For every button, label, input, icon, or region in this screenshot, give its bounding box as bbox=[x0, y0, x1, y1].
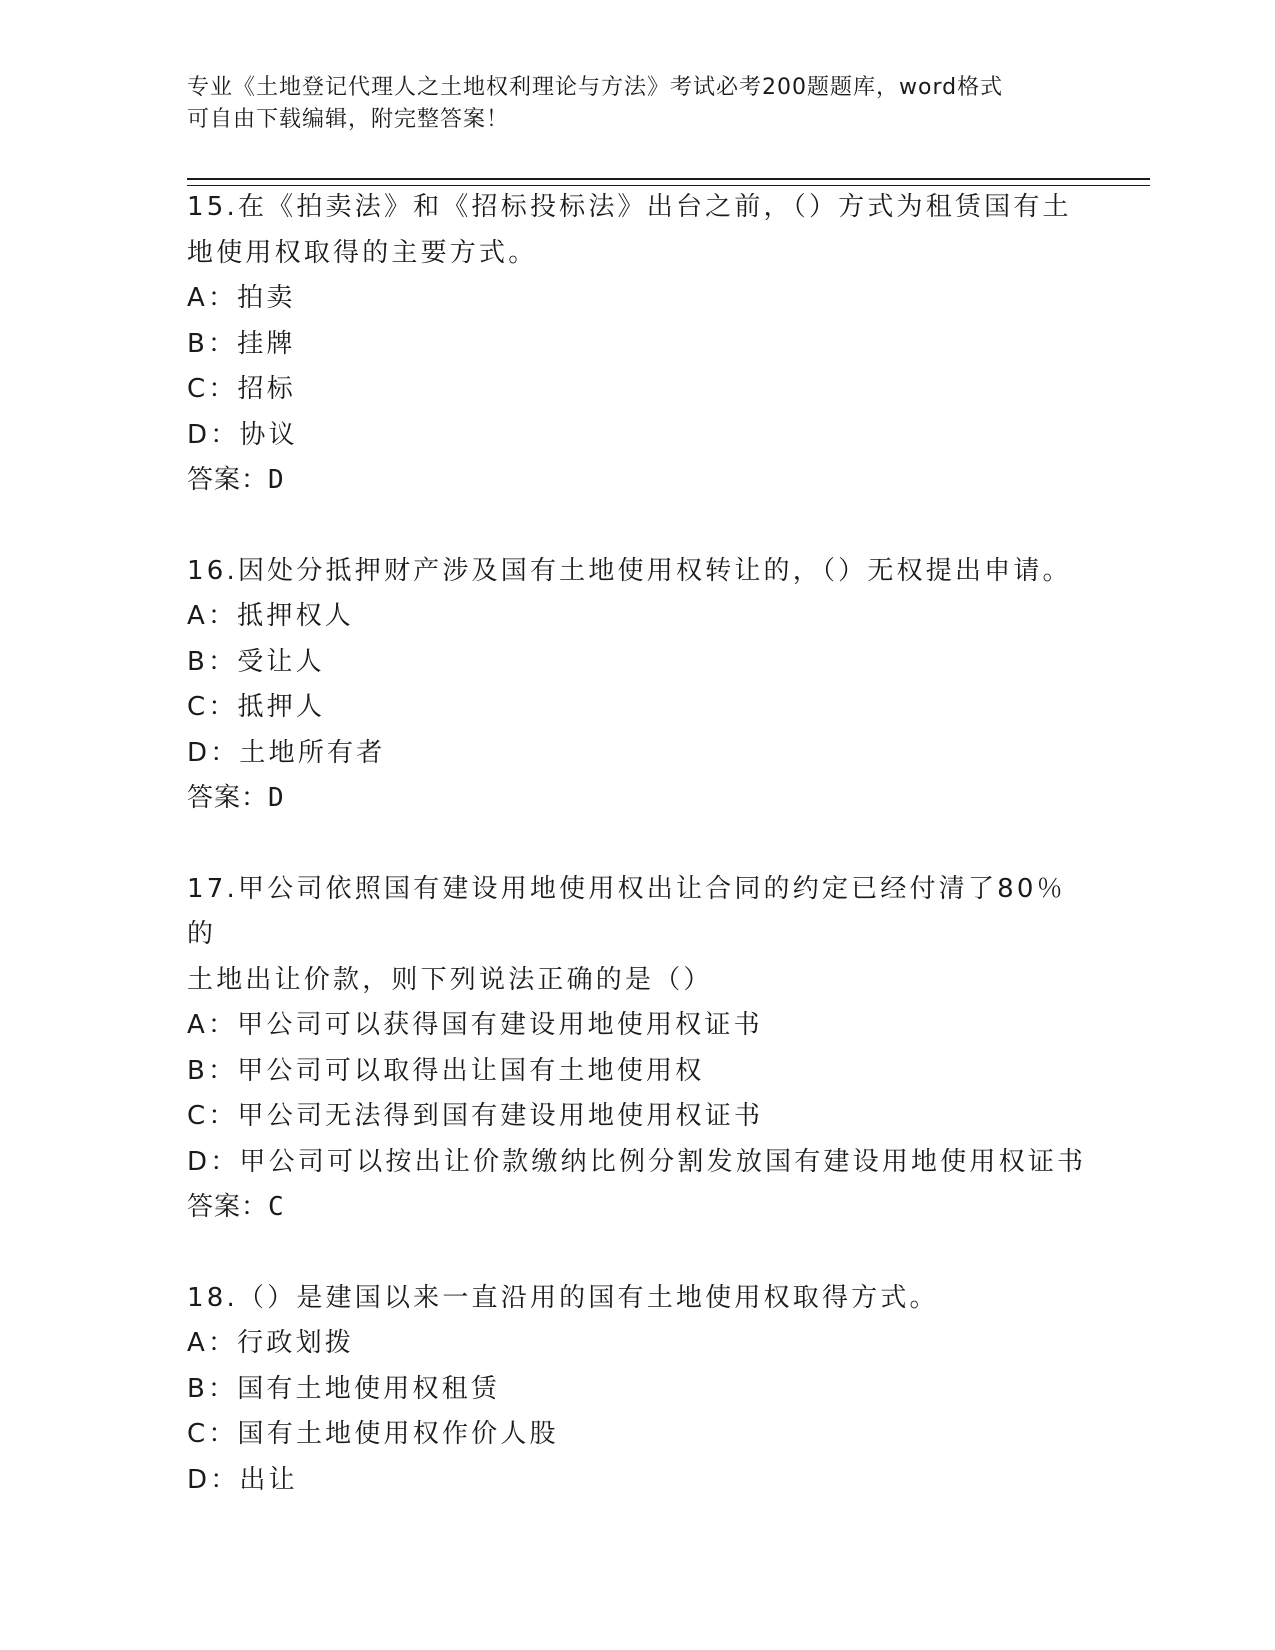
option-a: A：行政划拨 bbox=[187, 1328, 354, 1358]
option-b: B：甲公司可以取得出让国有土地使用权 bbox=[187, 1055, 705, 1086]
header-line-1: 专业《土地登记代理人之土地权利理论与方法》考试必考200题题库，word格式 bbox=[187, 75, 1004, 100]
question-15 bbox=[187, 185, 1087, 504]
answer-line: 答案：D bbox=[187, 783, 285, 813]
option-b: B：受让人 bbox=[187, 646, 325, 677]
option-c: C：国有土地使用权作价人股 bbox=[187, 1419, 559, 1449]
option-d: D：出让 bbox=[187, 1464, 298, 1495]
question-stem: 18.（）是建国以来一直沿用的国有土地使用权取得方式。 bbox=[187, 1282, 939, 1313]
option-c: C：抵押人 bbox=[187, 692, 326, 722]
question-stem: 16.因处分抵押财产涉及国有土地使用权转让的，（）无权提出申请。 bbox=[187, 555, 1072, 586]
question-16 bbox=[187, 549, 1087, 822]
document-header bbox=[187, 72, 1067, 136]
option-c: C：招标 bbox=[187, 374, 296, 404]
option-d: D：土地所有者 bbox=[187, 737, 386, 768]
header-line-2: 可自由下载编辑，附完整答案！ bbox=[187, 107, 510, 132]
option-c: C：甲公司无法得到国有建设用地使用权证书 bbox=[187, 1101, 764, 1131]
option-d: D：协议 bbox=[187, 419, 298, 450]
question-stem-continued: 地使用权取得的主要方式。 bbox=[187, 237, 538, 268]
option-a: A：抵押权人 bbox=[187, 601, 354, 631]
option-d: D：甲公司可以按出让价款缴纳比例分割发放国有建设用地使用权证书 bbox=[187, 1146, 1087, 1177]
option-a: A：甲公司可以获得国有建设用地使用权证书 bbox=[187, 1010, 763, 1040]
question-stem: 17.甲公司依照国有建设用地使用权出让合同的约定已经付清了80％的 bbox=[187, 873, 1066, 949]
question-list bbox=[187, 185, 1087, 1503]
question-17 bbox=[187, 867, 1087, 1231]
question-18 bbox=[187, 1276, 1087, 1504]
answer-line: 答案：D bbox=[187, 465, 285, 495]
option-a: A：拍卖 bbox=[187, 283, 296, 313]
option-b: B：国有土地使用权租赁 bbox=[187, 1373, 501, 1404]
question-stem: 15.在《拍卖法》和《招标投标法》出台之前，（）方式为租赁国有土 bbox=[187, 192, 1072, 222]
answer-line: 答案：C bbox=[187, 1192, 285, 1222]
question-stem-continued: 土地出让价款，则下列说法正确的是（） bbox=[187, 964, 713, 995]
option-b: B：挂牌 bbox=[187, 328, 296, 359]
